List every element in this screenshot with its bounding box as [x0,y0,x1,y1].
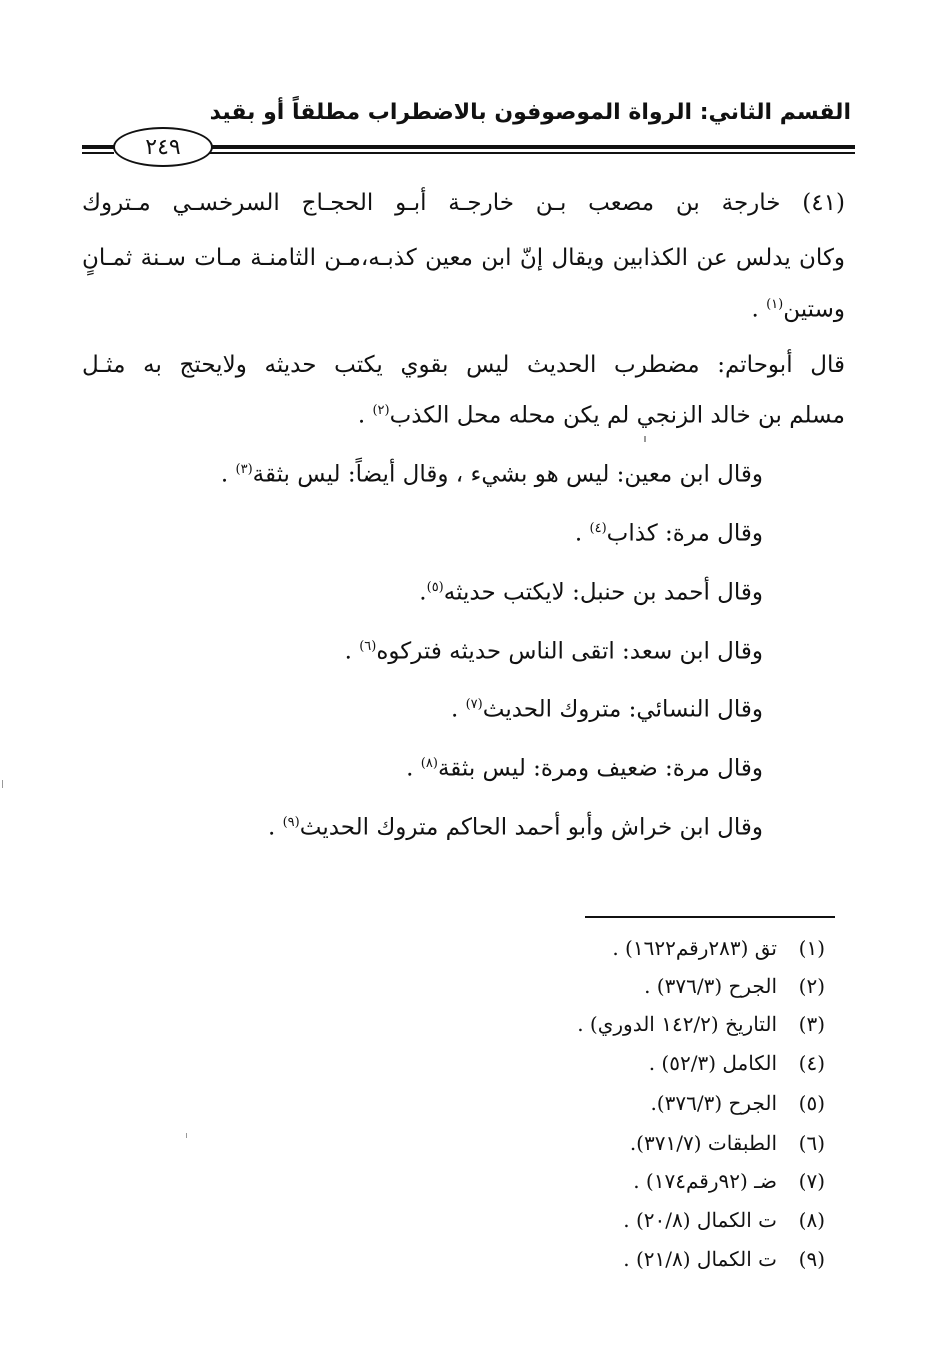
body-line [751,290,845,325]
body-line [358,396,845,431]
footnote-text: الجرح (٣٧٦/٣) . [644,974,777,998]
header-rule-thin [205,152,855,154]
footnote-number: (٦) [798,1131,825,1155]
footnote-ref: (٤) [589,521,607,536]
footnote [633,1168,825,1194]
footnote-number: (١) [798,936,825,960]
quote-text: وقال أحمد بن حنبل: لايكتب حديثه [443,579,763,606]
footnote-text: الجرح (٣٧٦/٣). [650,1091,777,1115]
body-text: . [751,296,767,323]
footnote-number: (٨) [798,1208,825,1232]
quote-line [406,749,763,784]
body-text: . [357,402,373,429]
footnote [623,1246,825,1272]
footnote [650,1090,825,1116]
quote-line [268,808,763,843]
scan-speck [186,1133,187,1138]
footnote-text: ت الكمال (٢٠/٨) . [623,1208,777,1232]
footnote-ref: (٢) [372,403,390,418]
footnote-ref: (٩) [282,815,300,830]
quote-text: وقال النسائي: متروك الحديث [482,696,763,723]
quote-text: وقال مرة: ضعيف ومرة: ليس بثقة [437,755,763,782]
quote-end: . [574,520,590,547]
footnote-text: الكامل (٥٢/٣) . [648,1051,777,1075]
quote-end: . [450,696,466,723]
body-line: (٤١) خارجة بن مصعب بـن خارجـة أبـو الحجـاج السرخسـي مـتروك [82,190,845,216]
body-line: قال أبوحاتم: مضطرب الحديث ليس بقوي يكتب حديثه ولايحتج به مثـل [82,352,845,378]
footnote-number: (٣) [798,1012,825,1036]
quote-text: وقال مرة: كذاب [606,520,763,547]
footnote-number: (٩) [798,1247,825,1271]
quote-text: وقال ابن خراش وأبو أحمد الحاكم متروك الحديث [299,814,763,841]
footnote-ref: (٨) [420,756,438,771]
page-number: ٢٤٩ [113,127,213,167]
header-rule-thick [205,145,855,149]
quote-line [221,455,763,490]
footnote-separator [585,916,835,918]
footnote [623,1207,825,1233]
footnote-text: تق (٢٨٣رقم١٦٢٢) . [612,936,777,960]
footnote-text: ضـ (٩٢رقم١٧٤) . [633,1169,777,1193]
running-header-title: القسم الثاني: الرواة الموصوفون بالاضطراب مطلقاً أو بقيد [209,100,851,125]
footnote-ref: (٣) [235,462,253,477]
quote-end: . [344,638,360,665]
body-text: مسلم بن خالد الزنجي لم يكن محله محل الكذب [389,402,845,429]
quote-line [451,690,763,725]
footnote-ref: (٥) [426,580,444,595]
footnote [644,973,825,999]
quote-line [345,632,763,667]
quote-text: وقال ابن معين: ليس هو بشيء ، وقال أيضاً: ليس بثقة [252,461,763,488]
footnote [612,935,825,961]
quote-line [575,514,763,549]
footnote-number: (٧) [798,1169,825,1193]
header-rule-left-thin [82,152,114,154]
body-text: وستين [783,296,845,323]
scan-speck [644,436,646,442]
footnote-text: التاريخ (١٤٢/٢ الدوري) . [577,1012,777,1036]
quote-end: . [419,579,427,606]
footnote-number: (٢) [798,974,825,998]
footnote [649,1050,825,1076]
footnote-number: (٤) [798,1051,825,1075]
footnote [577,1011,825,1037]
footnote-ref: (١) [766,297,784,312]
body-line: وكان يدلس عن الكذابين ويقال إنّ ابن معين كذبـه،مـن الثامنـة مـات سـنة ثمـانٍ [82,245,845,271]
footnote-text: الطبقات (٣٧١/٧). [629,1131,777,1155]
footnote-number: (٥) [798,1091,825,1115]
footnote-ref: (٦) [359,639,377,654]
footnote-text: ت الكمال (٢١/٨) . [623,1247,777,1271]
header-rule-left-thick [82,145,114,149]
footnote [630,1130,825,1156]
quote-text: وقال ابن سعد: اتقى الناس حديثه فتركوه [376,638,763,665]
quote-end: . [406,755,421,782]
scan-speck [2,780,3,788]
quote-line [419,573,763,608]
quote-end: . [220,461,236,488]
footnote-ref: (٧) [465,697,483,712]
quote-end: . [267,814,283,841]
